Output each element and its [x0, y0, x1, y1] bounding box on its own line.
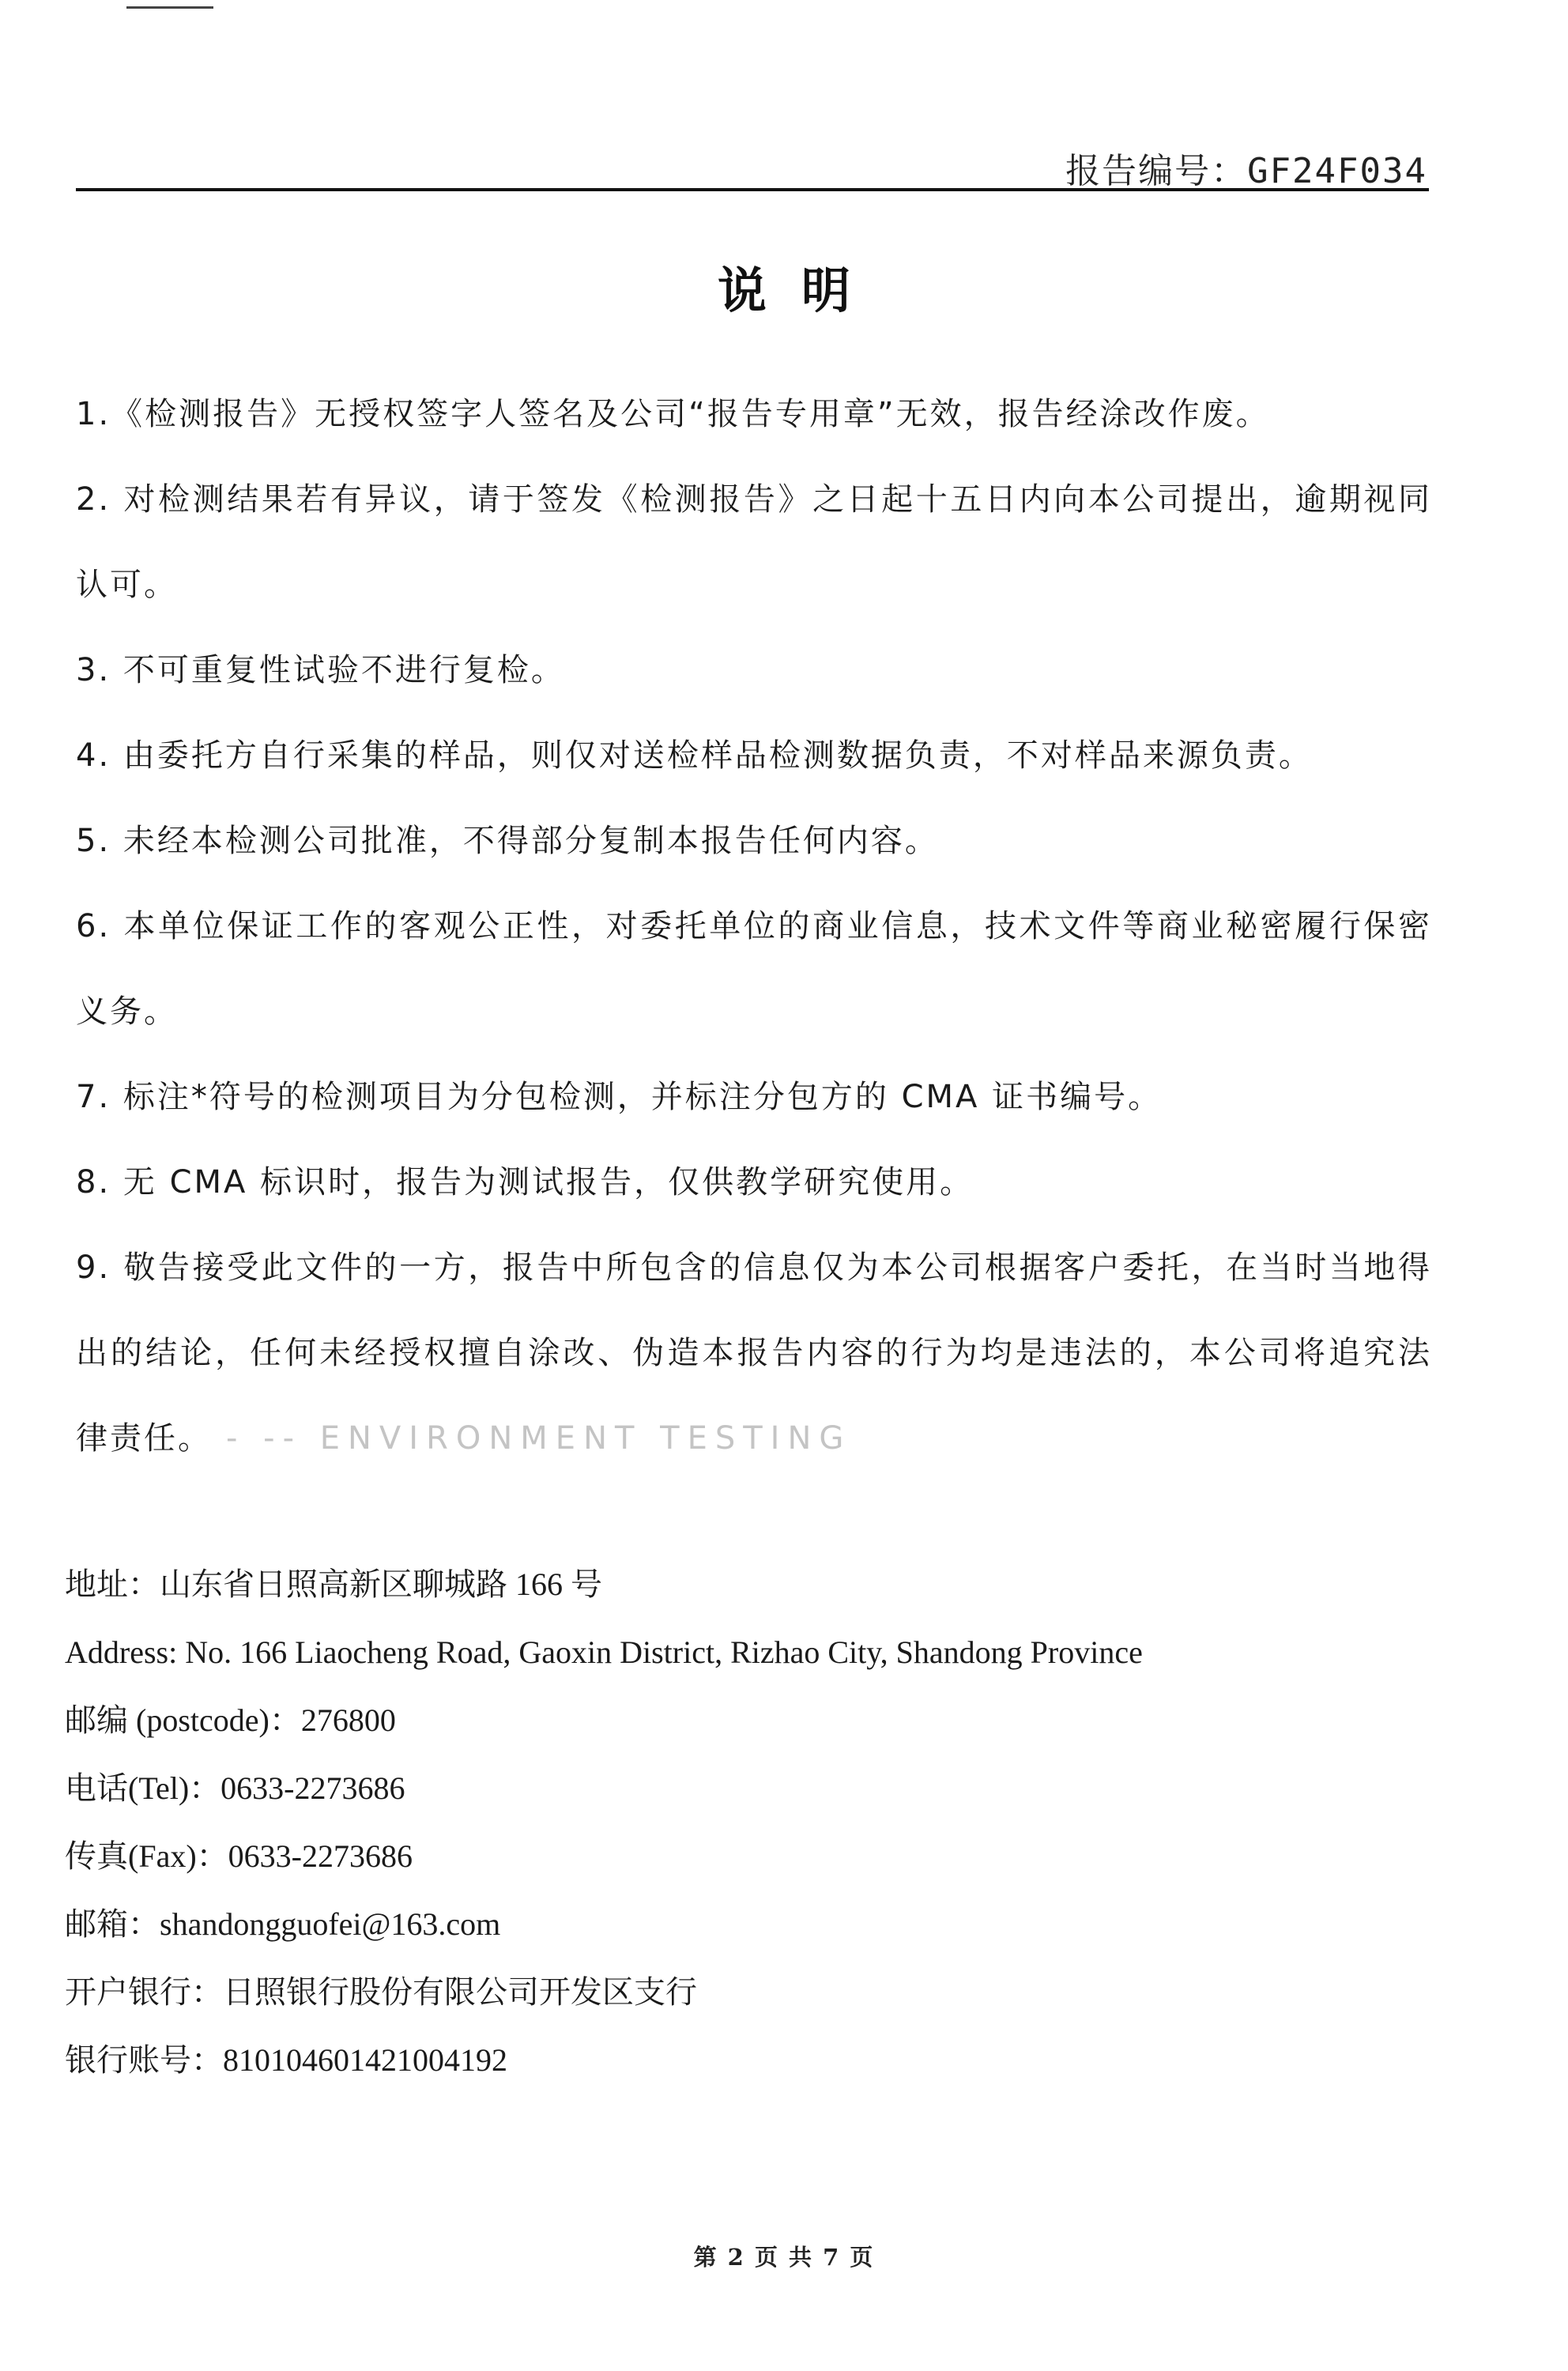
clause-9-text: 9. 敬告接受此文件的一方，报告中所包含的信息仅为本公司根据客户委托，在当时当地得出的结论，任何未经授权擅自涂改、伪造本报告内容的行为均是违法的，本公司将追究法律责任。 [76, 1250, 1432, 1457]
clause-7: 7. 标注*符号的检测项目为分包检测，并标注分包方的 CMA 证书编号。 [76, 1079, 1163, 1115]
environment-testing-watermark: - -- ENVIRONMENT TESTING [226, 1420, 852, 1457]
bank-account: 银行账号：810104601421004192 [65, 2042, 507, 2078]
page-title: 说明 [717, 262, 885, 319]
clause-5: 5. 未经本检测公司批准，不得部分复制本报告任何内容。 [76, 823, 939, 859]
contact-info [65, 1551, 1408, 2094]
bank-name: 开户银行：日照银行股份有限公司开发区支行 [65, 1974, 697, 2010]
telephone: 电话(Tel)：0633-2273686 [65, 1770, 405, 1806]
clause-1: 1.《检测报告》无授权签字人签名及公司“报告专用章”无效，报告经涂改作废。 [76, 396, 1270, 432]
postcode: 邮编 (postcode)：276800 [65, 1702, 396, 1738]
header-divider [76, 188, 1429, 191]
page-indicator: 第 2 页 共 7 页 [693, 2244, 875, 2271]
email: 邮箱：shandongguofei@163.com [65, 1906, 501, 1942]
scan-edge-mark [126, 6, 213, 9]
clause-8: 8. 无 CMA 标识时，报告为测试报告，仅供教学研究使用。 [76, 1164, 974, 1201]
address-cn: 地址：山东省日照高新区聊城路 166 号 [65, 1566, 602, 1602]
notice-clauses [76, 371, 1432, 1481]
report-number: 报告编号：GF24F034 [1065, 151, 1427, 191]
clause-9 [76, 1225, 1432, 1481]
address-en: Address: No. 166 Liaocheng Road, Gaoxin District, Rizhao City, Shandong Province [65, 1634, 1143, 1670]
clause-3: 3. 不可重复性试验不进行复检。 [76, 652, 565, 688]
clause-6: 6. 本单位保证工作的客观公正性，对委托单位的商业信息，技术文件等商业秘密履行保密义务。 [76, 908, 1432, 1030]
clause-2: 2. 对检测结果若有异议，请于签发《检测报告》之日起十五日内向本公司提出，逾期视同认可。 [76, 481, 1432, 603]
fax: 传真(Fax)：0633-2273686 [65, 1838, 413, 1874]
clause-4: 4. 由委托方自行采集的样品，则仅对送检样品检测数据负责，不对样品来源负责。 [76, 737, 1313, 774]
